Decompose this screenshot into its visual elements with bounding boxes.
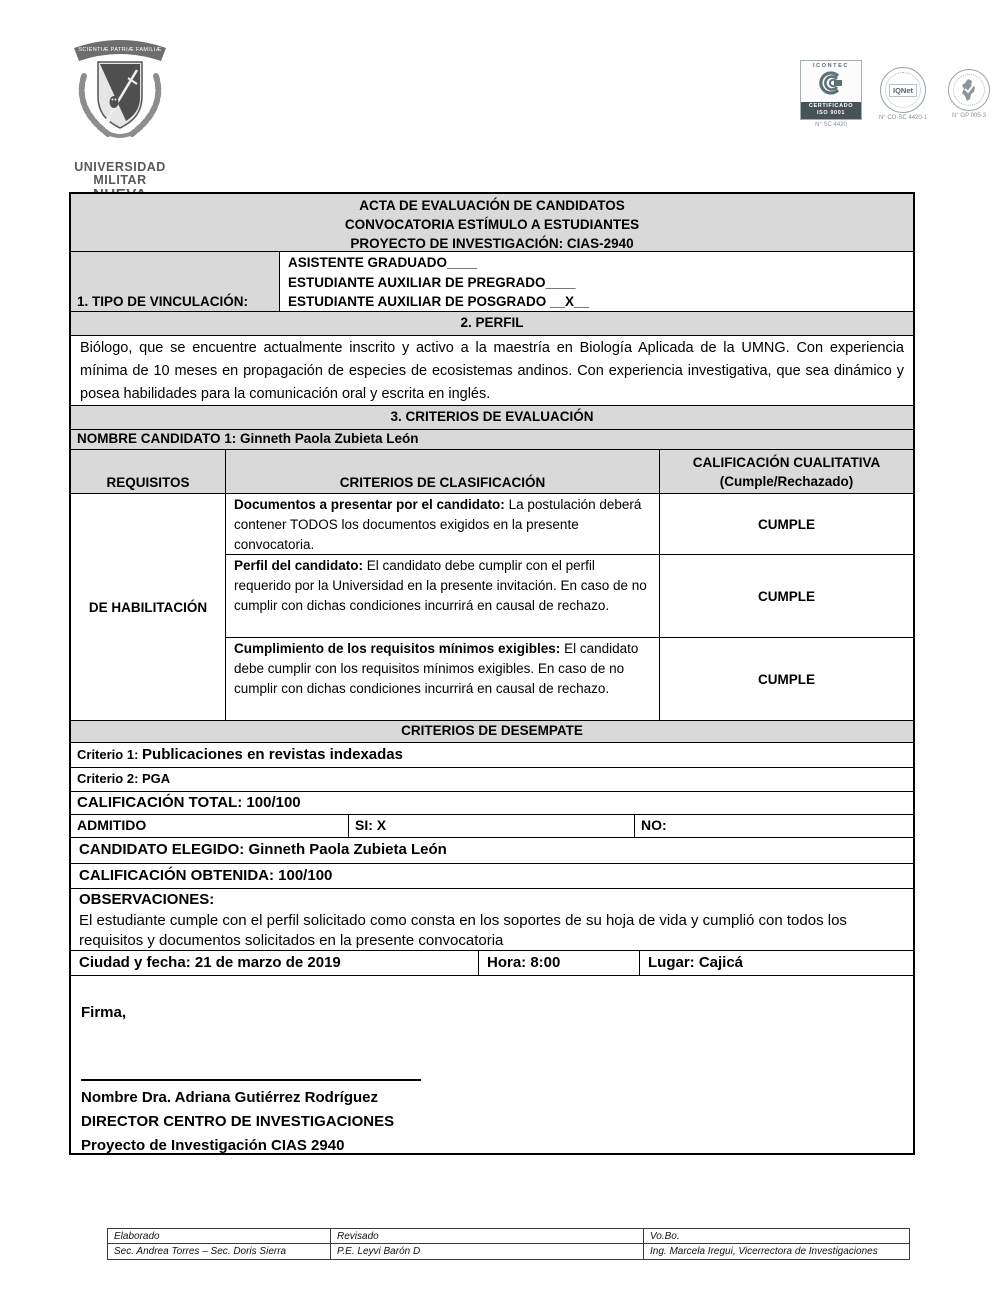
footer-header-row [108,1229,909,1244]
criterio-1-label: Criterio 1: [77,747,139,762]
admitido-label: ADMITIDO [71,815,349,837]
icontec-band-line2: ISO 9001 [816,110,846,116]
col-calificacion-line1: CALIFICACIÓN CUALITATIVA [692,455,881,470]
footer-header-elaborado: Elaborado [108,1229,331,1243]
criteria-row-perfil [226,555,660,638]
certification-seals [800,60,994,128]
university-name-line1: UNIVERSIDAD MILITAR [74,160,166,188]
university-logo [52,28,188,219]
criteria-table-body [71,494,913,721]
criteria-result-requisitos-minimos: CUMPLE [758,671,815,687]
iqnet-circle-icon [880,67,926,113]
icontec-swirl-icon [816,69,846,97]
observaciones-label: OBSERVACIONES: [79,891,215,908]
icontec-band-line1: CERTIFICADO [808,103,854,109]
footer-elaborado-por: Sec. Andrea Torres – Sec. Doris Sierra [108,1244,331,1259]
criteria-table-header [71,450,913,494]
firma-proyecto: Proyecto de Investigación CIAS 2940 [81,1137,345,1153]
footer-vobo-por: Ing. Marcela Iregui, Vicerrectora de Investigaciones [650,1246,878,1257]
footer-header-vobo: Vo.Bo. [650,1231,680,1242]
vinculacion-options [280,252,913,311]
ciudad-fecha-row [71,951,913,976]
observaciones-row [71,889,913,951]
criteria-row-documentos [226,494,660,555]
icontec-name: ICONTEC [813,63,849,69]
iqnet-name: IQNet [889,84,917,97]
university-crest-icon [58,28,182,156]
criteria-desc: La postulación deberá contener TODOS los documentos exigidos en la presente convocatoria. [234,497,642,552]
admitido-row [71,815,913,838]
criteria-title: Documentos a presentar por el candidato: [234,497,505,512]
firma-label: Firma, [81,1004,127,1021]
signature-line [81,1079,421,1081]
criteria-result-perfil: CUMPLE [660,555,913,638]
vinculacion-option-posgrado: ESTUDIANTE AUXILIAR DE POSGRADO __X__ [288,294,590,309]
form-title-line2: CONVOCATORIA ESTÍMULO A ESTUDIANTES [344,217,640,232]
criteria-title: Cumplimiento de los requisitos mínimos exigibles: [234,641,561,656]
criteria-result-documentos: CUMPLE [660,494,913,555]
approval-footer-table [107,1228,910,1260]
calificacion-obtenida-row: CALIFICACIÓN OBTENIDA: 100/100 [71,864,913,889]
col-calificacion-cualitativa [660,450,913,493]
form-title-line3: PROYECTO DE INVESTIGACIÓN: CIAS-2940 [350,236,634,251]
vinculacion-row [71,252,913,312]
iqnet-number: N° CO-SC 4420-1 [878,115,928,121]
vinculacion-option-asistente: ASISTENTE GRADUADO____ [288,255,478,270]
icontec-number: N° SC 4420 [815,122,847,128]
desempate-header: CRITERIOS DE DESEMPATE [71,721,913,743]
footer-header-revisado: Revisado [331,1229,644,1243]
firma-cargo: DIRECTOR CENTRO DE INVESTIGACIONES [81,1113,395,1130]
criteria-title: Perfil del candidato: [234,558,364,573]
candidate-name-row: NOMBRE CANDIDATO 1: Ginneth Paola Zubieta León [71,430,913,450]
vinculacion-label: 1. TIPO DE VINCULACIÓN: [71,252,280,311]
iqnet-seal [875,67,931,121]
criteria-desc: El candidato debe cumplir con los requisitos mínimos exigibles. En caso de no cumplir con dichas condiciones incurrirá en causal de rechazo. [234,641,639,696]
col-criterios-clasificacion: CRITERIOS DE CLASIFICACIÓN [226,450,660,493]
ciudad-fecha: Ciudad y fecha: 21 de marzo de 2019 [71,951,479,975]
gp-number: N° GP 005-3 [952,113,986,119]
firma-nombre: Nombre Dra. Adriana Gutiérrez Rodríguez [81,1089,378,1106]
criterios-header: 3. CRITERIOS DE EVALUACIÓN [71,406,913,430]
candidato-elegido-row: CANDIDATO ELEGIDO: Ginneth Paola Zubieta León [71,838,913,864]
gp-seal [944,69,994,119]
perfil-text: Biólogo, que se encuentre actualmente inscrito y activo a la maestría en Biología Aplicada de la UMNG. Con experiencia mínima de 10 meses en propagación de especies de ecosistemas andinos. Con experiencia investigativa, que sea dinámico y posea habilidades para la comunicación oral y escrita en inglés. [71,336,913,406]
criterio-2-row: Criterio 2: PGA [71,768,913,792]
firma-block [71,976,913,1153]
form-title-line1: ACTA DE EVALUACIÓN DE CANDIDATOS [359,198,625,213]
perfil-header: 2. PERFIL [71,312,913,336]
form-title-block [71,194,913,252]
evaluation-form [69,192,915,1155]
admitido-no: NO: [641,817,667,833]
col-requisitos: REQUISITOS [71,450,226,493]
criterio-1-row [71,743,913,768]
vinculacion-option-pregrado: ESTUDIANTE AUXILIAR DE PREGRADO____ [288,274,576,290]
admitido-si: SI: X [349,815,635,837]
criteria-desc: El candidato debe cumplir con el perfil requerido por la Universidad en la presente invitación. En caso de no cumplir con dichas condiciones incurrirá en causal de rechazo. [234,558,647,613]
icontec-seal [800,60,862,128]
footer-value-row [108,1244,909,1259]
hora: Hora: 8:00 [479,951,640,975]
col-calificacion-line2: (Cumple/Rechazado) [719,474,854,489]
calificacion-total-row: CALIFICACIÓN TOTAL: 100/100 [71,792,913,815]
crest-motto: SCIENTIÆ PATRIÆ FAMILIÆ [78,47,162,53]
observaciones-text: El estudiante cumple con el perfil solicitado como consta en los soportes de su hoja de vida y cumplió con todos los requisitos y documentos solicitados en la presente convocatoria [79,911,847,949]
lugar: Lugar: Cajicá [648,954,744,971]
criterio-1-value: Publicaciones en revistas indexadas [142,746,403,763]
gp-circle-icon [948,69,990,111]
footer-revisado-por: P.E. Leyvi Barón D [331,1244,644,1259]
requisito-habilitacion: DE HABILITACIÓN [71,494,226,720]
criteria-row-requisitos-minimos [226,638,660,720]
